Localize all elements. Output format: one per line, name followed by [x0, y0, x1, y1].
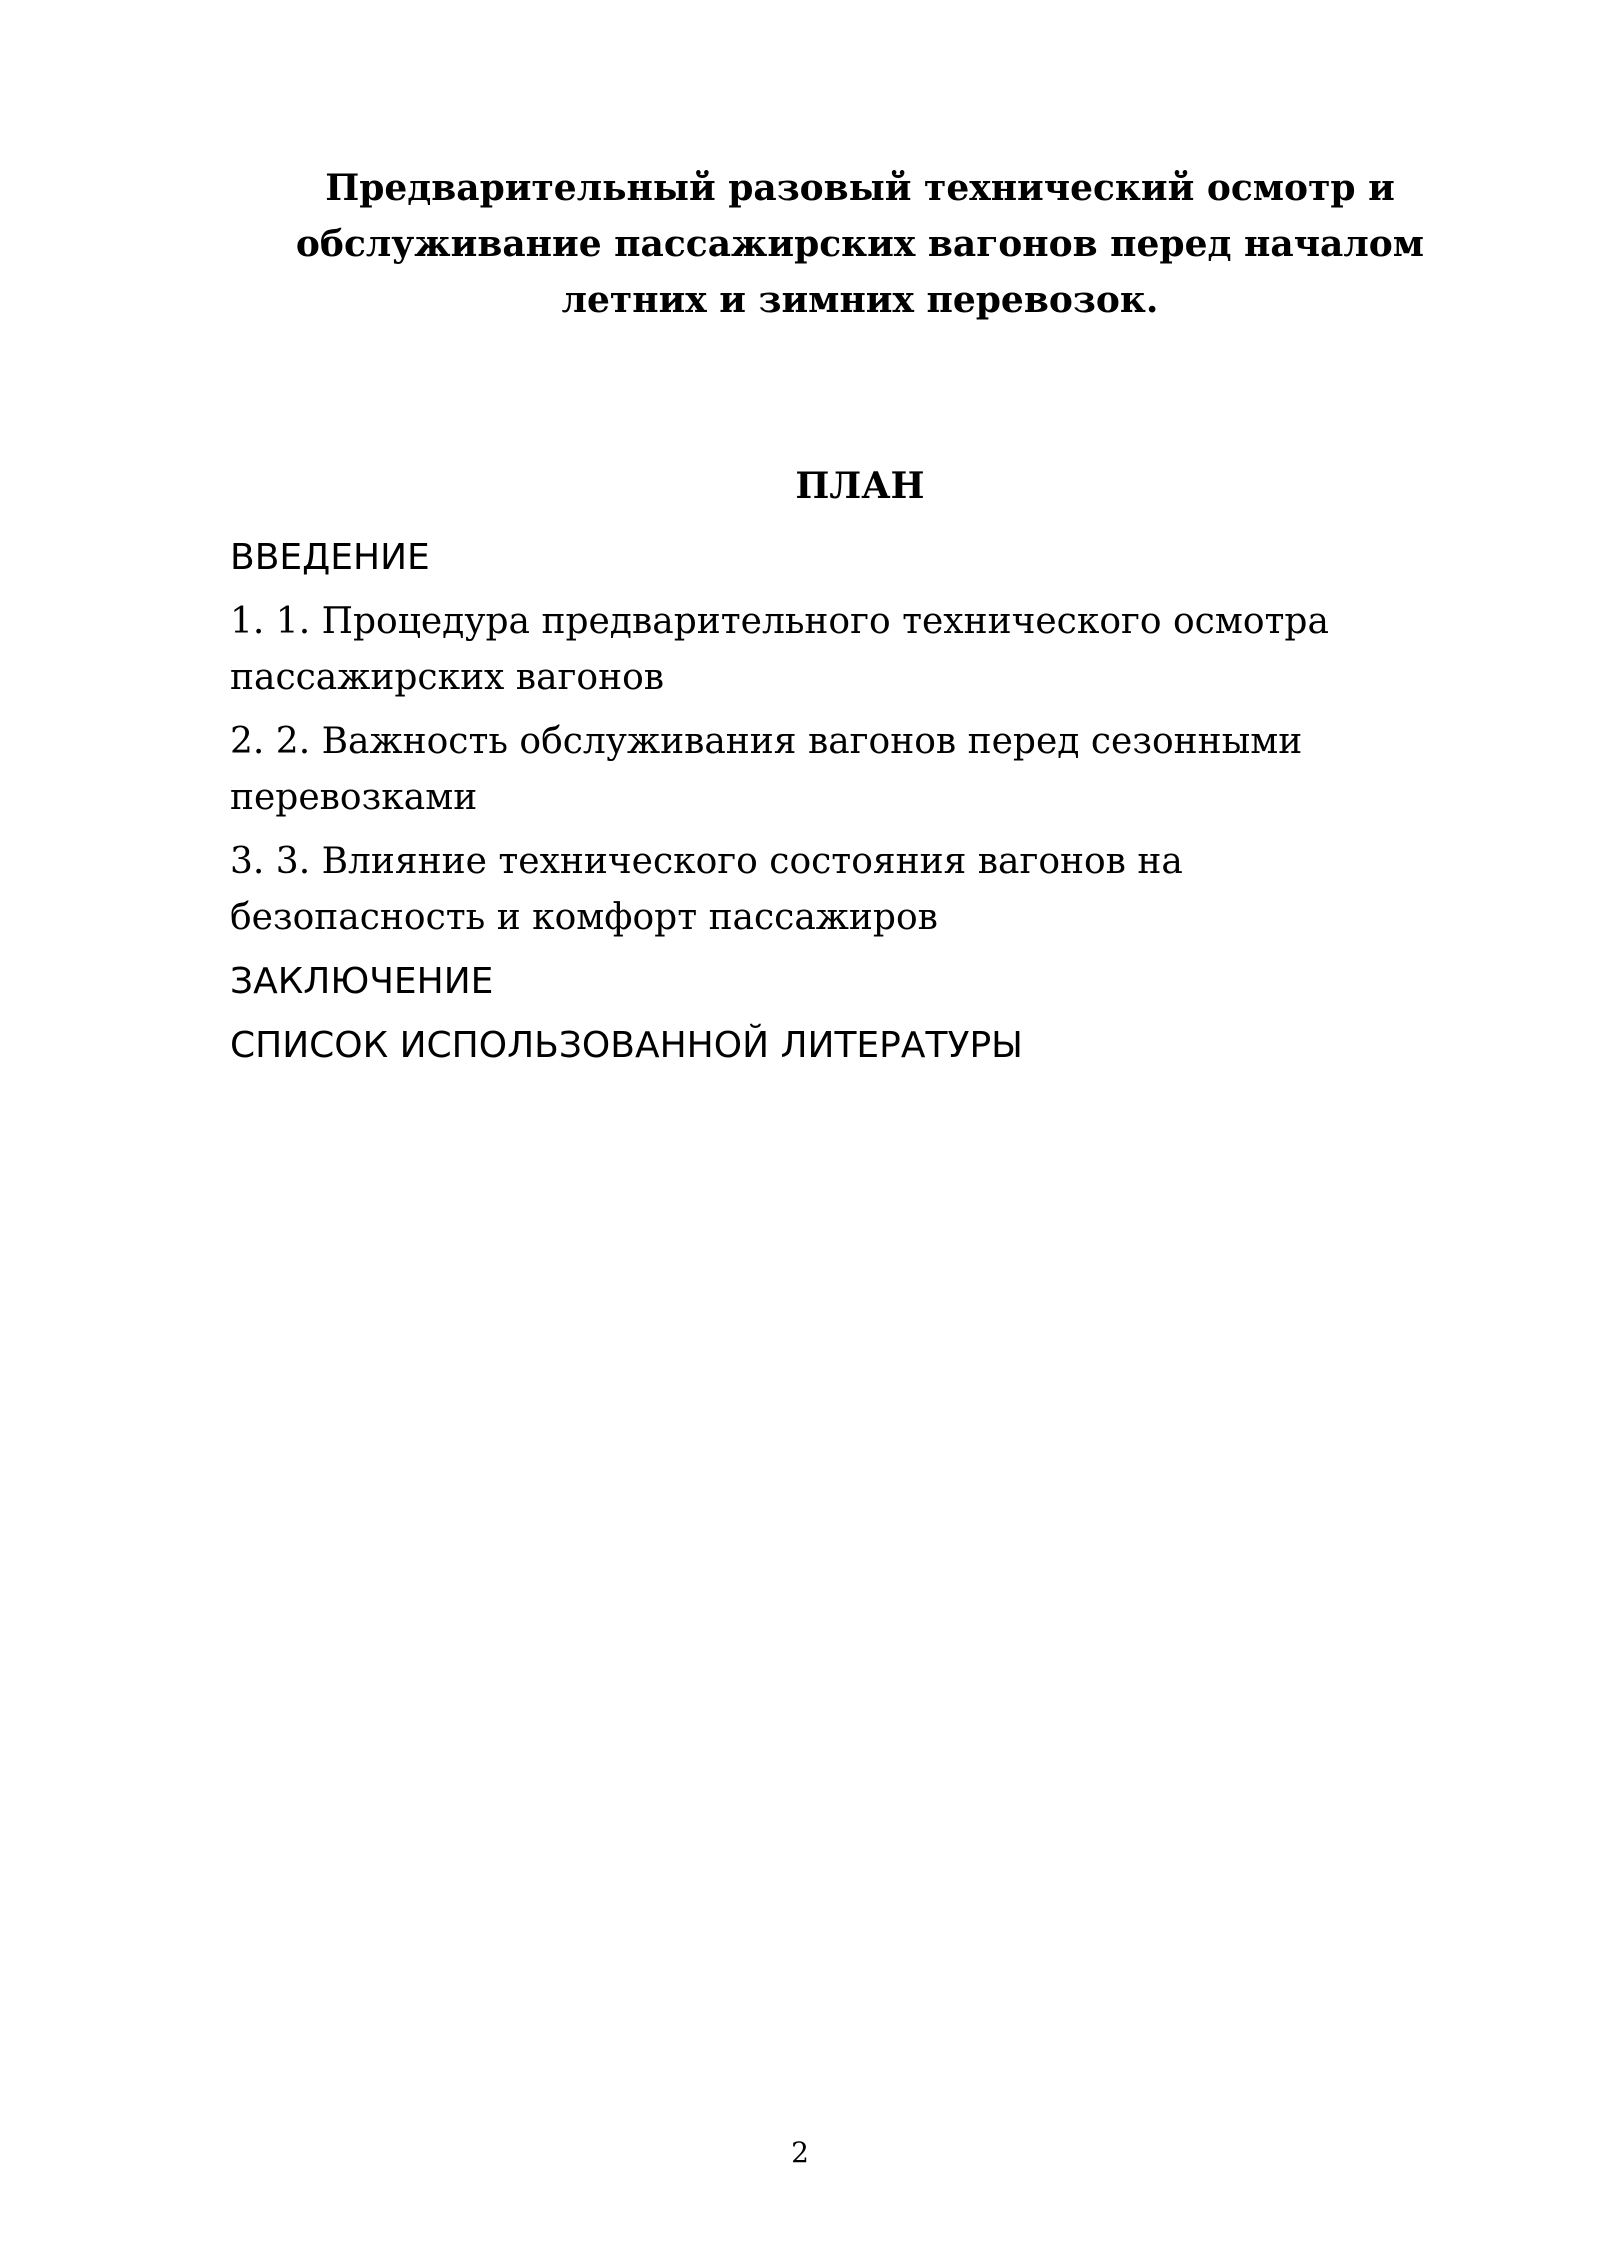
toc-line: 3. 3. Влияние технического состояния вагонов на: [230, 841, 1183, 882]
toc-item-conclusion: [230, 954, 1490, 1010]
toc-line: 1. 1. Процедура предварительного технического осмотра: [230, 601, 1329, 642]
toc-line: перевозками: [230, 777, 478, 818]
toc-line: ВВЕДЕНИЕ: [230, 537, 430, 578]
toc-line: безопасность и комфорт пассажиров: [230, 897, 938, 938]
toc-item-section-1: [230, 594, 1490, 706]
table-of-contents: [230, 530, 1490, 1082]
toc-line: ЗАКЛЮЧЕНИЕ: [230, 961, 494, 1002]
title-line: Предварительный разовый технический осмотр и: [325, 167, 1395, 209]
toc-item-section-2: [230, 714, 1490, 826]
toc-item-references: [230, 1018, 1490, 1074]
toc-item-section-3: [230, 834, 1490, 946]
page-number: 2: [791, 2136, 809, 2169]
plan-heading: ПЛАН: [795, 465, 925, 507]
toc-line: 2. 2. Важность обслуживания вагонов перед сезонными: [230, 721, 1303, 762]
toc-line: СПИСОК ИСПОЛЬЗОВАННОЙ ЛИТЕРАТУРЫ: [230, 1025, 1023, 1066]
toc-line: пассажирских вагонов: [230, 657, 665, 698]
document-title: [230, 160, 1490, 328]
title-line: обслуживание пассажирских вагонов перед началом: [295, 223, 1425, 265]
toc-item-introduction: [230, 530, 1490, 586]
title-line: летних и зимних перевозок.: [561, 279, 1159, 321]
